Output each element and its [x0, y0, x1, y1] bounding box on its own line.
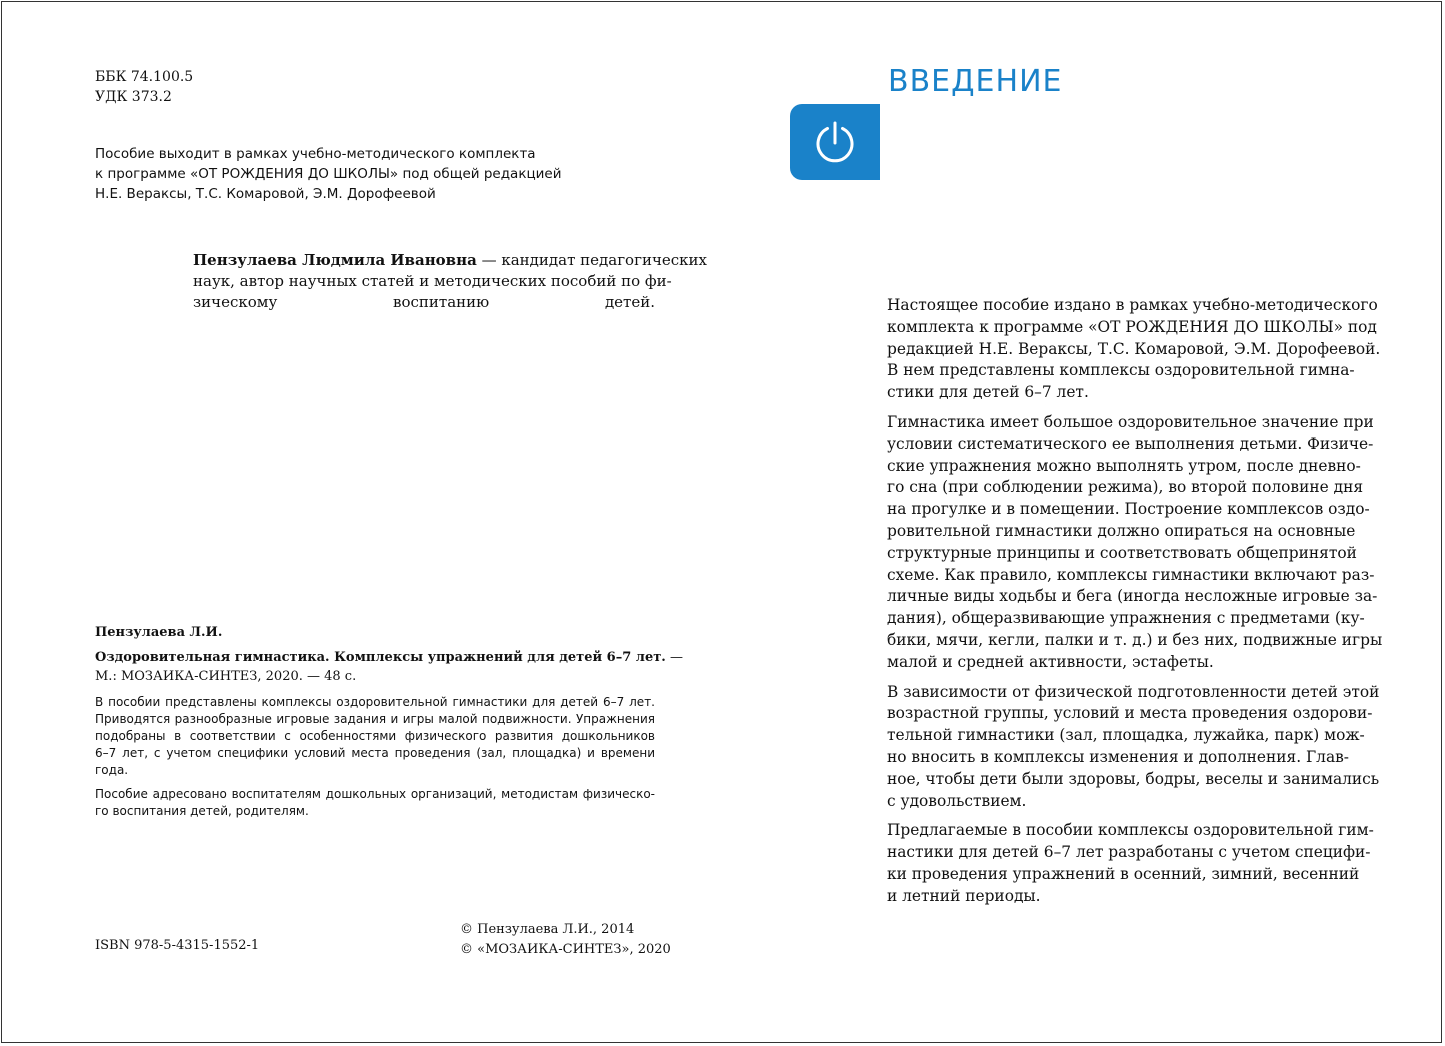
udk-code: УДК 373.2	[95, 89, 172, 105]
chapter-heading: ВВЕДЕНИЕ	[888, 64, 1063, 99]
intro-paragraph: В зависимости от физической подготовленности детей этой возрастной группы, условий и места проведения оздорови- тельной гимнастики (зал, площадка, лужайка, парк) мож- но вносить в комплексы изменения и дополнения. Глав- ное, чтобы дети были здоровы, бодры, веселы и занимались с удовольствием.	[887, 682, 1380, 810]
series-note	[95, 144, 562, 204]
intro-paragraph: Настоящее пособие издано в рамках учебно-методического комплекта к программе «ОТ РОЖДЕНИЯ ДО ШКОЛЫ» под редакцией Н.Е. Веракcы, Т.С. Комаровой, Э.М. Дорофеевой. В нем представлены комплексы оздоровительной гимна- стики для детей 6–7 лет.	[887, 296, 1381, 402]
biblio-imprint: М.: МОЗАИКА-СИНТЕЗ, 2020. — 48 с.	[95, 669, 357, 684]
copyright-block	[460, 920, 671, 960]
annotation-paragraph: В пособии представлены комплексы оздоровительной гимнастики для детей 6–7 лет. Приводятся разнообразные игровые задания и игры малой подвижности. Упражнения подобраны в соответствии с особенностями физического развития дошкольников 6–7 лет, с учетом специфики условий места проведения (зал, площадка) и времени года.	[95, 695, 655, 777]
intro-paragraph: Предлагаемые в пособии комплексы оздоровительной гим- настики для детей 6–7 лет разработаны с учетом специфи- ки проведения упражнений в осенний, зимний, весенний и летний периоды.	[887, 821, 1374, 905]
author-bio-line: Пензулаева Людмила Ивановна — кандидат педагогических	[193, 251, 707, 269]
series-note-line: к программе «ОТ РОЖДЕНИЯ ДО ШКОЛЫ» под общей редакцией	[95, 166, 562, 182]
power-icon	[812, 119, 858, 165]
bibliographic-record	[95, 624, 683, 827]
intro-text	[887, 295, 1383, 916]
annotation	[95, 694, 655, 820]
intro-paragraph: Гимнастика имеет большое оздоровительное значение при условии систематического ее выполнения детьми. Физиче- ские упражнения можно выполнять утром, после дневно- го сна (при соблюдении режима), во второй половине дня на прогулке и в помещении. Построение комплексов оздо- ровительной гимнастики должно опираться на основные структурные принципы и соответствовать общепринятой схеме. Как правило, комплексы гимнастики включают раз- личные виды ходьбы и бега (иногда несложные игровые за- дания), общеразвивающие упражнения с предметами (ку- бики, мячи, кегли, палки и т. д.) и без них, подвижные игры малой и средней активности, эстафеты.	[887, 412, 1383, 671]
chapter-badge	[790, 104, 880, 180]
copyright-line: © «МОЗАИКА-СИНТЕЗ», 2020	[460, 942, 671, 957]
isbn: ISBN 978-5-4315-1552-1	[95, 938, 260, 953]
author-name: Пензулаева Людмила Ивановна	[193, 251, 477, 269]
author-bio-line: зическому воспитанию детей.	[193, 293, 655, 311]
author-bio-line: наук, автор научных статей и методических пособий по фи-	[193, 272, 672, 290]
copyright-line: © Пензулаева Л.И., 2014	[460, 922, 635, 937]
series-note-line: Пособие выходит в рамках учебно-методического комплекта	[95, 146, 536, 162]
biblio-title: Оздоровительная гимнастика. Комплексы упражнений для детей 6–7 лет. — М.: МОЗАИКА-СИНТЕЗ, 2020. — 48 с.	[95, 650, 683, 684]
biblio-author: Пензулаева Л.И.	[95, 625, 223, 640]
annotation-paragraph: Пособие адресовано воспитателям дошкольных организаций, методистам физическо- го воспитания детей, родителям.	[95, 787, 655, 818]
series-note-line: Н.Е. Веракcы, Т.С. Комаровой, Э.М. Дорофеевой	[95, 186, 436, 202]
author-bio	[193, 250, 707, 313]
classification-codes	[95, 67, 193, 107]
bbk-code: ББК 74.100.5	[95, 69, 194, 85]
book-title: Оздоровительная гимнастика. Комплексы упражнений для детей 6–7 лет.	[95, 650, 666, 665]
